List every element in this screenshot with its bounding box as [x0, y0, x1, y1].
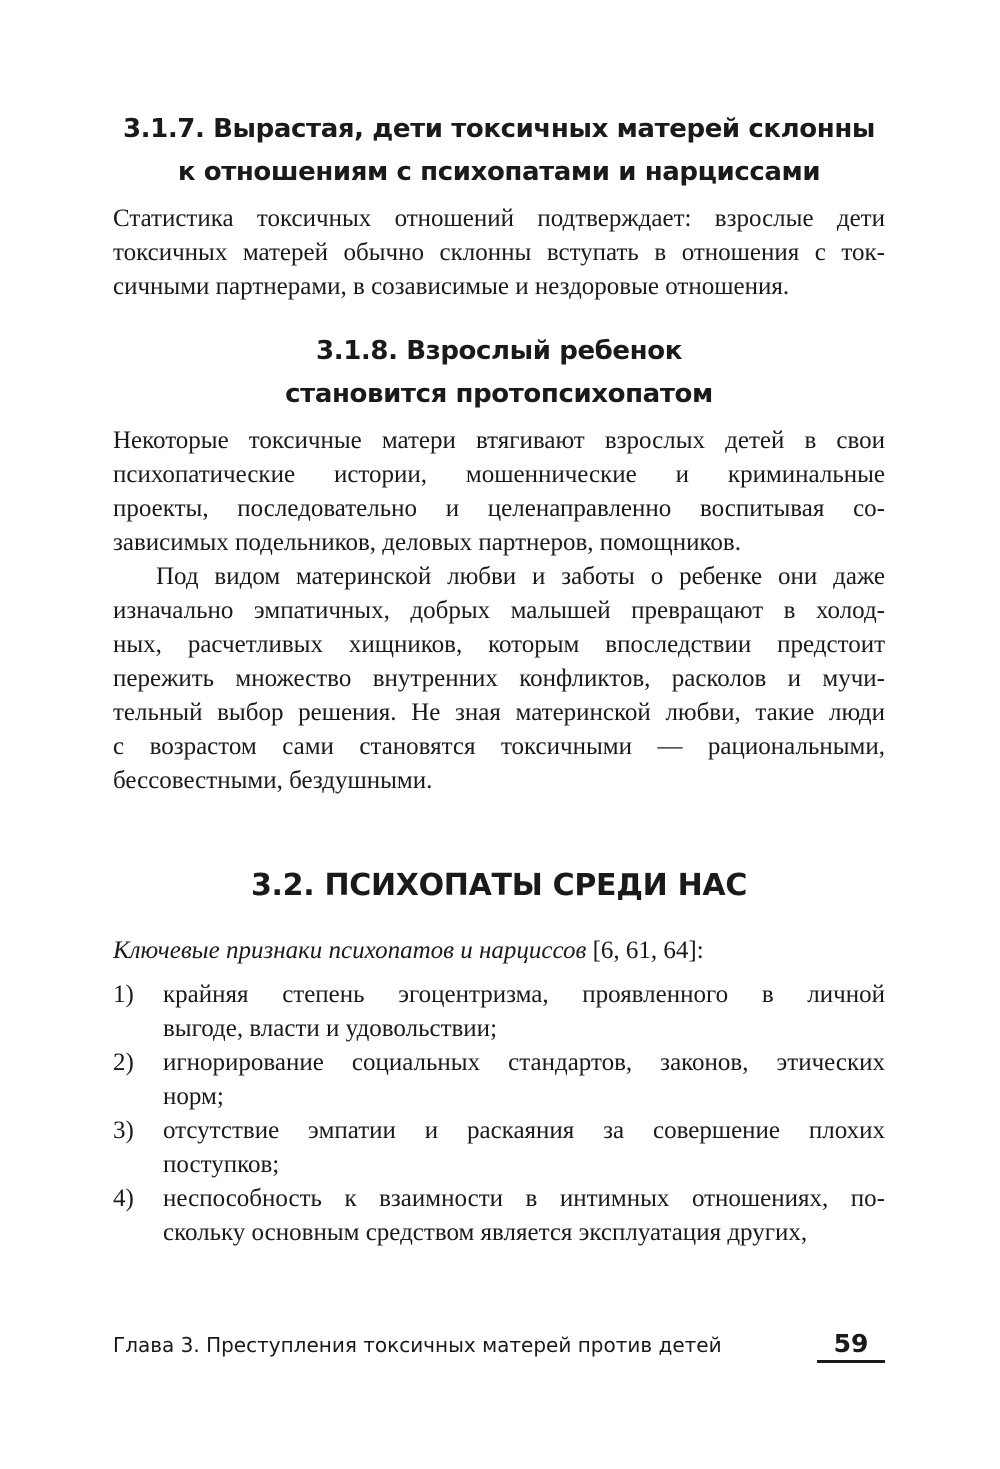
section-heading-3-1-7: 3.1.7. Вырастая, дети токсичных матерей склонны к отношениям с психопатами и нарциссами [122, 114, 876, 187]
section-heading-3-1-8: 3.1.8. Взрослый ребенок становится протопсихопатом [285, 336, 713, 409]
psychopath-traits-list [113, 978, 885, 1250]
page-body [113, 108, 885, 1250]
running-title: Глава 3. Преступления токсичных матерей против детей [113, 1333, 722, 1357]
paragraph-3-1-8-b: Под видом материнской любви и заботы о ребенке они даже изначально эмпатичных, добрых малышей превращают в холод- ных, расчетливых хищников, которым впоследствии предстоит пережить множество внутренних конфликтов, расколов и мучи- тельный выбор решения. Не зная материнской любви, такие люди с возрастом сами становятся токсичными — рациональными, бессовестными, бездушными. [113, 563, 885, 794]
page-number: 59 [817, 1328, 885, 1363]
section-heading-3-2: 3.2. ПСИХОПАТЫ СРЕДИ НАС [250, 868, 748, 903]
list-item: 2) игнорирование социальных стандартов, законов, этических норм; [113, 1049, 885, 1110]
list-item: 1) крайняя степень эгоцентризма, проявленного в личной выгоде, власти и удовольствии; [113, 981, 885, 1042]
paragraph-3-1-8-a: Некоторые токсичные матери втягивают взрослых детей в свои психопатические истории, мошеннические и криминальные проекты, последовательно и целенаправленно воспитывая со- зависимых подельников, деловых партнеров, помощников. [113, 427, 885, 556]
list-lead: Ключевые признаки психопатов и нарциссов [6, 61, 64]: [113, 937, 704, 964]
page-footer [113, 1328, 885, 1362]
list-item: 3) отсутствие эмпатии и раскаяния за совершение плохих поступков; [113, 1117, 885, 1178]
paragraph-3-1-7: Статистика токсичных отношений подтверждает: взрослые дети токсичных матерей обычно склонны вступать в отношения с ток- сичными партнерами, в созависимые и нездоровые отношения. [113, 205, 885, 300]
list-item: 4) неспособность к взаимности в интимных отношениях, по- скольку основным средством является эксплуатация других, [113, 1185, 885, 1246]
